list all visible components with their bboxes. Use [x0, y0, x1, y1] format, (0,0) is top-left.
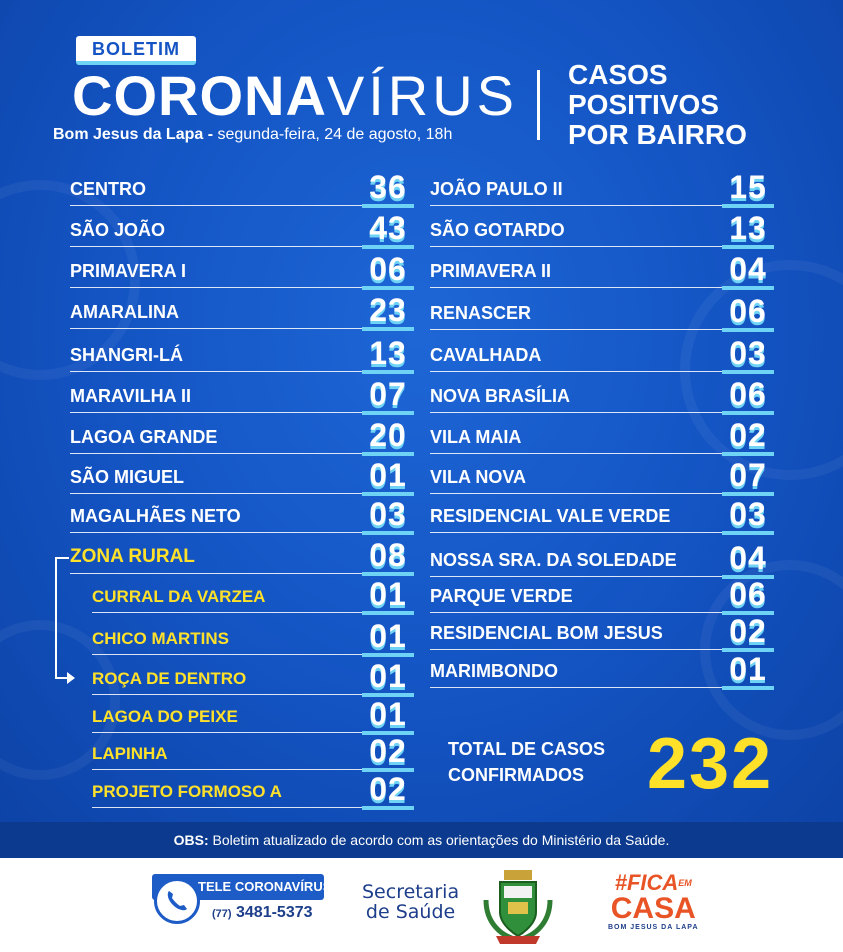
row-underline [92, 654, 366, 655]
row-underline [430, 412, 726, 413]
case-count: 01 [722, 652, 774, 690]
side-title-line: CASOS [568, 59, 668, 90]
neighborhood-name: MARIMBONDO [430, 661, 558, 681]
total-label [448, 736, 605, 788]
neighborhood-name: LAGOA GRANDE [70, 427, 218, 447]
neighborhood-row [70, 252, 416, 292]
subtitle-city: Bom Jesus da Lapa - [53, 126, 214, 143]
row-underline [430, 493, 726, 494]
case-count: 02 [362, 772, 414, 810]
fica-city: BOM JESUS DA LAPA [608, 924, 699, 931]
neighborhood-name: PROJETO FORMOSO A [92, 782, 282, 801]
case-count: 03 [362, 497, 414, 535]
case-count: 23 [362, 293, 414, 331]
neighborhood-name: CAVALHADA [430, 345, 542, 365]
neighborhood-name: MARAVILHA II [70, 386, 191, 406]
neighborhood-row [70, 293, 416, 333]
fica-em-casa-logo [608, 872, 699, 931]
row-underline [92, 769, 366, 770]
neighborhood-name: MAGALHÃES NETO [70, 506, 241, 526]
side-title [568, 60, 747, 150]
neighborhood-row [92, 697, 416, 737]
neighborhood-row [430, 418, 776, 458]
row-underline [70, 205, 366, 206]
neighborhood-name: ROÇA DE DENTRO [92, 669, 247, 688]
case-count: 36 [362, 170, 414, 208]
total-value: 232 [647, 724, 774, 804]
title-light: VÍRUS [326, 64, 519, 127]
case-count: 01 [362, 458, 414, 496]
neighborhood-name: SÃO MIGUEL [70, 467, 185, 487]
case-count: 06 [722, 294, 774, 332]
total-label-line: TOTAL DE CASOS [448, 739, 606, 759]
neighborhood-row [70, 211, 416, 251]
subtitle-date: segunda-feira, 24 de agosto, 18h [213, 126, 453, 143]
row-underline [92, 694, 366, 695]
neighborhood-name: SÃO GOTARDO [430, 220, 565, 240]
row-underline [70, 371, 366, 372]
neighborhood-name: CURRAL DA VARZEA [92, 587, 266, 606]
neighborhood-row [430, 170, 776, 210]
neighborhood-name: ZONA RURAL [70, 546, 195, 567]
neighborhood-row [430, 252, 776, 292]
fica-em: EM [678, 878, 692, 888]
neighborhood-row [430, 336, 776, 376]
case-count: 20 [362, 418, 414, 456]
neighborhood-row [430, 541, 776, 581]
side-title-line: POR BAIRRO [568, 119, 747, 150]
case-count: 07 [722, 458, 774, 496]
neighborhood-name: PARQUE VERDE [430, 586, 573, 606]
tele-phone [212, 904, 313, 922]
side-title-line: POSITIVOS [568, 89, 719, 120]
neighborhood-row [70, 170, 416, 210]
row-underline [70, 573, 366, 574]
tele-area: (77) [212, 908, 232, 920]
row-underline [430, 687, 726, 688]
case-count: 43 [362, 211, 414, 249]
row-underline [92, 732, 366, 733]
secretaria-line: Secretaria [362, 881, 460, 903]
row-underline [70, 246, 366, 247]
boletim-badge: BOLETIM [76, 36, 196, 65]
neighborhood-name: RESIDENCIAL VALE VERDE [430, 506, 671, 526]
row-underline [430, 205, 726, 206]
neighborhood-row [430, 577, 776, 617]
row-underline [70, 453, 366, 454]
neighborhood-row [92, 577, 416, 617]
neighborhood-name: CHICO MARTINS [92, 629, 229, 648]
neighborhood-row [70, 377, 416, 417]
row-underline [70, 287, 366, 288]
total-label-line: CONFIRMADOS [448, 765, 584, 785]
case-count: 03 [722, 336, 774, 374]
case-count: 01 [362, 619, 414, 657]
row-underline [430, 371, 726, 372]
row-underline [430, 612, 726, 613]
neighborhood-row [430, 497, 776, 537]
case-count: 01 [362, 697, 414, 735]
row-underline [430, 532, 726, 533]
neighborhood-name: RESIDENCIAL BOM JESUS [430, 623, 663, 643]
case-count: 06 [722, 577, 774, 615]
secretaria-line: de Saúde [365, 901, 456, 923]
header-divider [537, 70, 540, 140]
case-count: 04 [722, 541, 774, 579]
neighborhood-name: NOVA BRASÍLIA [430, 386, 571, 406]
neighborhood-name: LAGOA DO PEIXE [92, 707, 238, 726]
neighborhood-name: VILA NOVA [430, 467, 527, 487]
neighborhood-name: PRIMAVERA II [430, 261, 552, 281]
subtitle [53, 126, 452, 144]
neighborhood-name: VILA MAIA [430, 427, 522, 447]
case-count: 04 [722, 252, 774, 290]
row-underline [92, 807, 366, 808]
arrow-right-icon [67, 672, 75, 684]
neighborhood-row [430, 652, 776, 692]
neighborhood-row [70, 458, 416, 498]
case-count: 01 [362, 577, 414, 615]
obs-text: Boletim atualizado de acordo com as orientações do Ministério da Saúde. [208, 832, 670, 848]
row-underline [92, 612, 366, 613]
neighborhood-name: JOÃO PAULO II [430, 179, 563, 199]
obs-label: OBS: [173, 832, 209, 848]
neighborhood-name: AMARALINA [70, 302, 179, 322]
footer [0, 858, 843, 952]
neighborhood-name: SHANGRI-LÁ [70, 345, 183, 365]
row-underline [70, 328, 366, 329]
rural-bracket [55, 557, 69, 679]
case-count: 01 [362, 659, 414, 697]
neighborhood-row [70, 497, 416, 537]
neighborhood-row [92, 734, 416, 774]
row-underline [70, 532, 366, 533]
neighborhood-row [430, 458, 776, 498]
case-count: 07 [362, 377, 414, 415]
neighborhood-row [430, 294, 776, 334]
row-underline [430, 287, 726, 288]
neighborhood-row [70, 336, 416, 376]
case-count: 06 [722, 377, 774, 415]
case-count: 08 [362, 538, 414, 576]
fica-casa: CASA [610, 892, 696, 925]
tele-label: TELE CORONAVÍRUS [152, 874, 324, 900]
neighborhood-row [70, 418, 416, 458]
row-underline [430, 329, 726, 330]
case-count: 02 [722, 614, 774, 652]
row-underline [430, 246, 726, 247]
tele-number: 3481-5373 [231, 904, 313, 921]
case-count: 02 [722, 418, 774, 456]
neighborhood-row [430, 211, 776, 251]
neighborhood-name: PRIMAVERA I [70, 261, 187, 281]
row-underline [70, 412, 366, 413]
neighborhood-row [92, 619, 416, 659]
obs-bar [0, 822, 843, 858]
neighborhood-name: SÃO JOÃO [70, 220, 166, 240]
neighborhood-row [92, 659, 416, 699]
neighborhood-row [430, 614, 776, 654]
neighborhood-name: NOSSA SRA. DA SOLEDADE [430, 550, 677, 570]
row-underline [430, 453, 726, 454]
fica-hashtag: #FICA [614, 870, 679, 895]
crest-icon [478, 866, 558, 946]
case-count: 06 [362, 252, 414, 290]
case-count: 13 [362, 336, 414, 374]
neighborhood-name: LAPINHA [92, 744, 168, 763]
neighborhood-row [70, 538, 416, 578]
case-count: 03 [722, 497, 774, 535]
neighborhood-name: CENTRO [70, 179, 146, 199]
title-bold: CORONA [72, 64, 327, 127]
row-underline [430, 649, 726, 650]
case-count: 02 [362, 734, 414, 772]
row-underline [70, 493, 366, 494]
neighborhood-row [92, 772, 416, 812]
case-count: 15 [722, 170, 774, 208]
neighborhood-name: RENASCER [430, 303, 532, 323]
neighborhood-row [430, 377, 776, 417]
phone-icon [154, 878, 200, 924]
secretaria-saude [362, 882, 459, 922]
page-title [72, 64, 518, 128]
tele-coronavirus-box [152, 874, 332, 930]
case-count: 13 [722, 211, 774, 249]
